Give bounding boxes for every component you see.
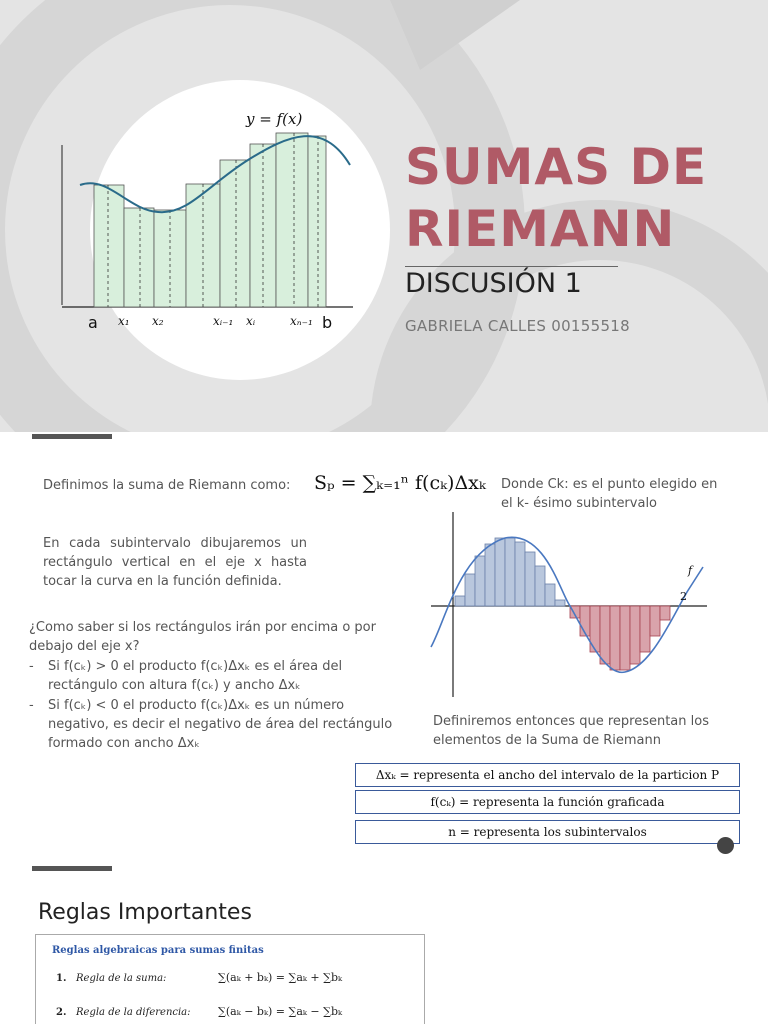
rules-title: Reglas Importantes (38, 900, 252, 925)
green-rectangles (94, 133, 326, 307)
definition-f-ck: f(cₖ) = representa la función graficada (355, 790, 740, 814)
rule-diff-formula: ∑(aₖ − bₖ) = ∑aₖ − ∑bₖ (218, 1005, 343, 1018)
rule-sum-formula: ∑(aₖ + bₖ) = ∑aₖ + ∑bₖ (218, 971, 343, 984)
title-divider (405, 266, 618, 267)
rule-sum-name: Regla de la suma: (76, 973, 167, 984)
definition-slide: Definimos la suma de Riemann como: Sₚ = ∑ₖ₌₁ⁿ f(cₖ)Δxₖ Donde Ck: es el punto elegido en el k- ésimo subintervalo En cada subintervalo dibujaremos un rectángulo vertical en el eje x hasta tocar la curva en la función definida. ¿Como saber si los rectángulos irán por encima o por debajo del eje x? - Si f(cₖ) > 0 el producto f(cₖ)Δxₖ es el área del rectángulo con altura f(cₖ) y ancho Δxₖ - Si f(cₖ) < 0 el producto f(cₖ)Δxₖ es un número negativo, es decir el negativo de área del rectángulo formado con ancho Δxₖ f 2 Definiremos entonces que representan los elementos de la Suma de Riemann Δxₖ = representa el ancho del intervalo de la particion P f(cₖ) = representa la función graficada n = representa los subintervalos (0, 432, 768, 864)
question-text: ¿Como saber si los rectángulos irán por encima o por debajo del eje x? (29, 620, 376, 654)
definition-n: n = representa los subintervalos (355, 820, 740, 844)
define-intro: Definiremos entonces que representan los elementos de la Suma de Riemann (433, 714, 709, 748)
tick-a: a (88, 313, 98, 332)
tick-xi-1: xᵢ₋₁ (213, 314, 234, 328)
slide-dot (717, 837, 734, 854)
title-line-2: RIEMANN (405, 200, 676, 258)
tick-b: b (322, 313, 333, 332)
bullet-positive: Si f(cₖ) > 0 el producto f(cₖ)Δxₖ es el área del rectángulo con altura f(cₖ) y ancho Δxₖ (48, 659, 343, 693)
chart-end-label: 2 (680, 590, 687, 603)
tick-x2: x₂ (152, 314, 164, 328)
sine-riemann-chart (425, 512, 715, 702)
rules-box: Reglas algebraicas para sumas finitas 1. Regla de la suma: ∑(aₖ + bₖ) = ∑aₖ + ∑bₖ 2. Regla de la diferencia: ∑(aₖ − bₖ) = ∑aₖ − ∑bₖ (35, 934, 425, 1024)
title-line-1: SUMAS DE (405, 138, 708, 196)
ck-note: Donde Ck: es el punto elegido en el k- ésimo subintervalo (501, 477, 718, 511)
author: GABRIELA CALLES 00155518 (405, 317, 630, 335)
positive-rects (455, 538, 565, 606)
tick-xi: xᵢ (246, 314, 256, 328)
bullet-negative: Si f(cₖ) < 0 el producto f(cₖ)Δxₖ es un número negativo, es decir el negativo de área del rectángulo formado con ancho Δxₖ (48, 698, 393, 751)
subtitle: DISCUSIÓN 1 (405, 268, 582, 299)
riemann-formula: Sₚ = ∑ₖ₌₁ⁿ f(cₖ)Δxₖ (314, 472, 486, 494)
tick-x1: x₁ (118, 314, 130, 328)
negative-rects (570, 606, 670, 670)
main-title (405, 136, 707, 260)
subinterval-text: En cada subintervalo dibujaremos un rectángulo vertical en el eje x hasta tocar la curva en la función definida. (43, 536, 307, 589)
rules-heading: Reglas algebraicas para sumas finitas (52, 945, 264, 956)
rule-diff-name: Regla de la diferencia: (76, 1007, 191, 1018)
riemann-graph (58, 100, 358, 335)
definition-intro: Definimos la suma de Riemann como: (43, 478, 291, 493)
curve-label: y = f(x) (246, 110, 303, 128)
accent-bar (32, 434, 112, 439)
title-slide (0, 0, 768, 432)
rules-slide (0, 864, 768, 1024)
definition-delta-x: Δxₖ = representa el ancho del intervalo de la particion P (355, 763, 740, 787)
accent-bar (32, 866, 112, 871)
chart-f-label: f (688, 564, 693, 577)
tick-xn-1: xₙ₋₁ (290, 314, 313, 328)
